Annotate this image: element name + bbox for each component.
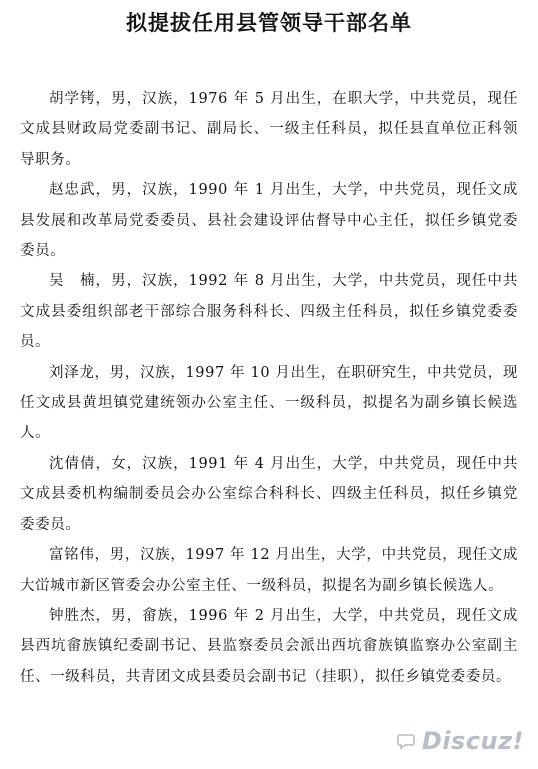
discuz-watermark [396, 727, 524, 755]
paragraph-5: 沈倩倩，女，汉族，1991 年 4 月出生，大学，中共党员，现任中共文成县委机构编制委员会办公室综合科科长、四级主任科员，拟任乡镇党委委员。 [20, 455, 518, 533]
speech-bubble-icon [396, 731, 416, 751]
paragraph-4: 刘泽龙，男，汉族，1997 年 10 月出生，在职研究生，中共党员，现任文成县黄坦镇党建统领办公室主任、一级科员，拟提名为副乡镇长候选人。 [20, 364, 518, 442]
paragraph-1: 胡学铐，男，汉族，1976 年 5 月出生，在职大学，中共党员，现任文成县财政局党委副书记、副局长、一级主任科员，拟任县直单位正科领导职务。 [20, 91, 518, 168]
document-body [20, 84, 518, 692]
paragraph-6: 富铭伟，男，汉族，1997 年 12 月出生，大学，中共党员，现任文成大峃城市新区管委会办公室主任、一级科员，拟提名为副乡镇长候选人。 [20, 547, 518, 594]
paragraph-7: 钟胜杰，男，畲族，1996 年 2 月出生，大学，中共党员，现任文成县西坑畲族镇纪委副书记、县监察委员会派出西坑畲族镇监察办公室副主任、一级科员，共青团文成县委员会副书记（挂职），拟任乡镇党委委员。 [20, 607, 518, 685]
paragraph-3: 吴 楠，男，汉族，1992 年 8 月出生，大学，中共党员，现任中共文成县委组织部老干部综合服务科科长、四级主任科员，拟任乡镇党委委员。 [20, 273, 518, 351]
paragraph-2: 赵忠武，男，汉族，1990 年 1 月出生，大学，中共党员，现任文成县发展和改革局党委委员、县社会建设评估督导中心主任，拟任乡镇党委委员。 [20, 182, 518, 260]
watermark-text: Discuz! [421, 727, 524, 755]
document-title: 拟提拔任用县管领导干部名单 [126, 10, 412, 35]
